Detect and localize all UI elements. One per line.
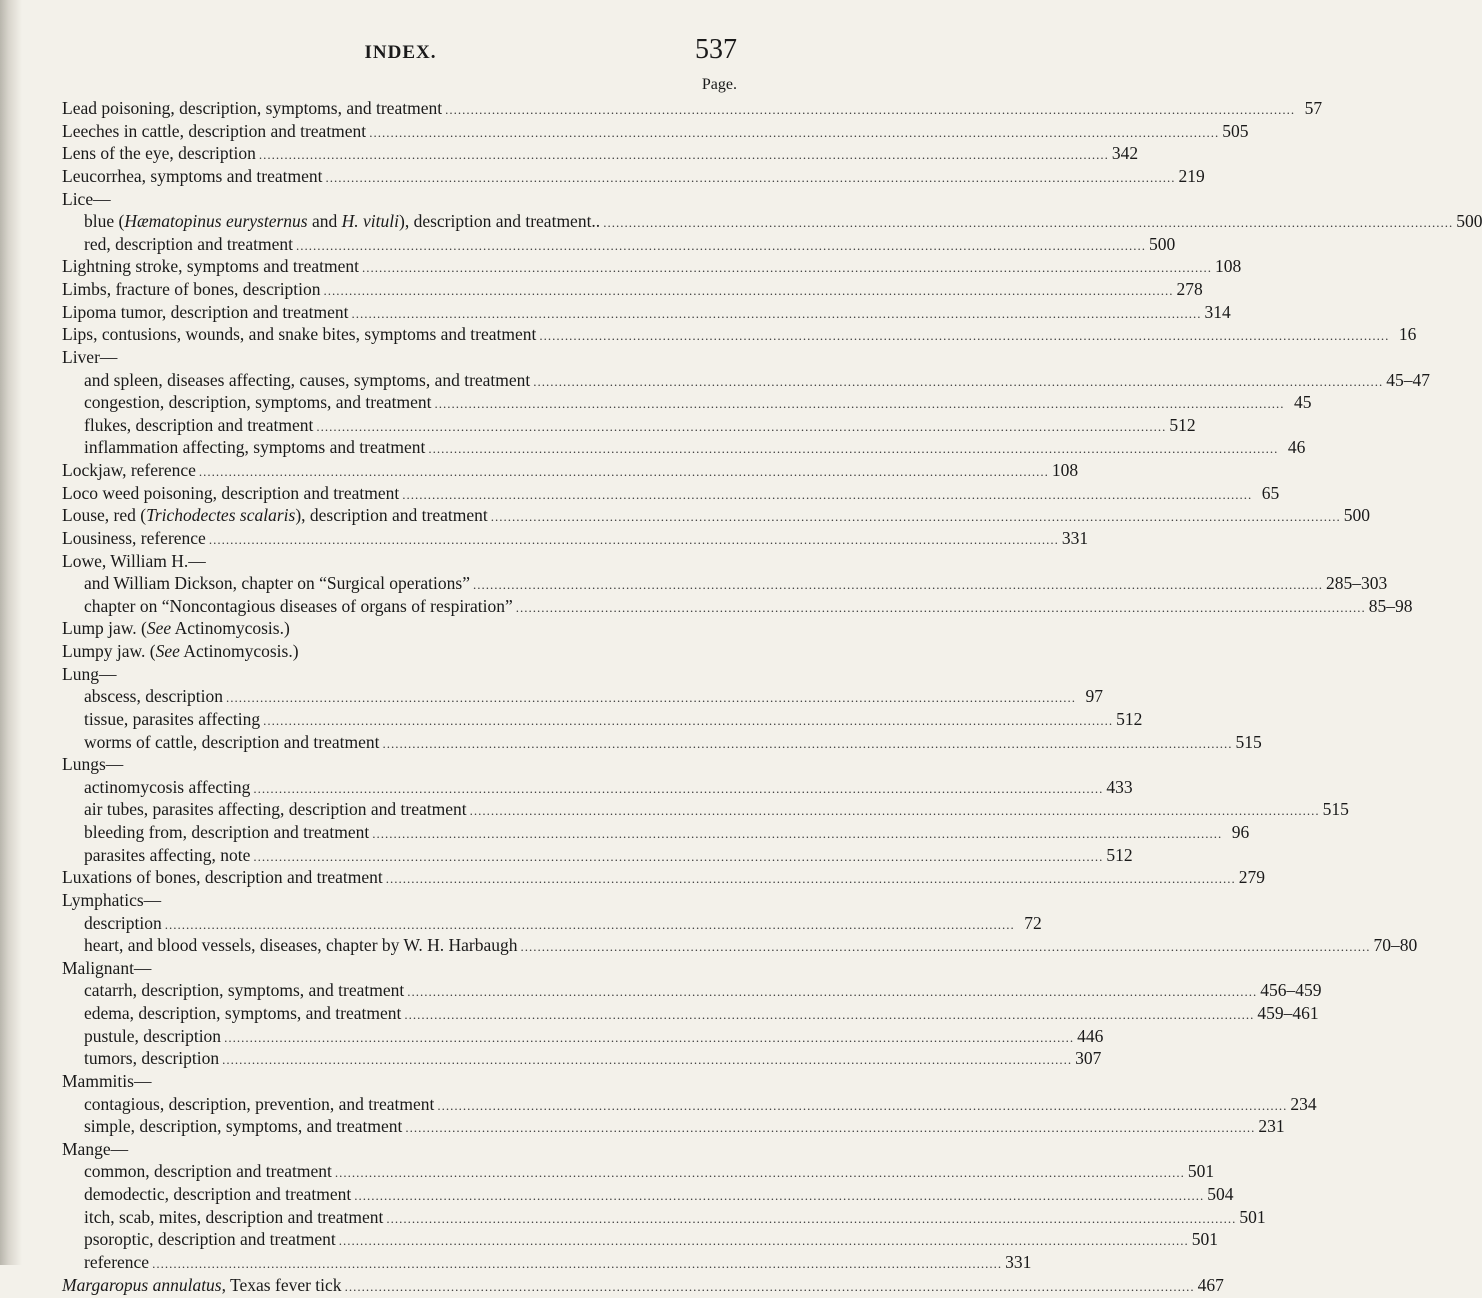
leader-dots: ........................................................................................................................................................................................................ xyxy=(407,981,1257,1004)
leader-dots: ........................................................................................................................................................................................................ xyxy=(405,1117,1255,1140)
index-subentry xyxy=(62,1183,739,1206)
leader-dots: ........................................................................................................................................................................................................ xyxy=(516,597,1366,620)
entry-text-part: Lumpy jaw. ( xyxy=(62,641,156,661)
entry-text: Lens of the eye, description xyxy=(62,142,256,165)
index-entry xyxy=(62,527,739,550)
entry-text: Lungs— xyxy=(62,753,123,776)
entry-text-part: See xyxy=(147,618,171,638)
index-subentry xyxy=(62,414,739,437)
leader-dots: ........................................................................................................................................................................................................ xyxy=(316,416,1166,439)
entry-text-part: Hæmatopinus eurysternus xyxy=(124,211,307,231)
entry-text: edema, description, symptoms, and treatment xyxy=(84,1002,401,1025)
leader-dots: ........................................................................................................................................................................................................ xyxy=(165,914,1015,937)
index-entry xyxy=(62,346,739,369)
entry-text-part: Margaropus annulatus xyxy=(62,1275,222,1295)
page-reference: 512 xyxy=(1106,844,1132,867)
entry-text: Malignant— xyxy=(62,957,151,980)
index-subentry xyxy=(62,595,739,618)
index-entry xyxy=(62,301,739,324)
page-reference: 500 xyxy=(1456,210,1482,233)
entry-text: reference xyxy=(84,1251,149,1274)
page-reference: 108 xyxy=(1052,459,1078,482)
leader-dots: ........................................................................................................................................................................................................ xyxy=(382,733,1232,756)
index-subentry xyxy=(62,912,739,935)
index-subentry xyxy=(62,1115,739,1138)
page-reference: 285–303 xyxy=(1326,572,1387,595)
page-reference: 72 xyxy=(1018,912,1042,935)
page-reference: 501 xyxy=(1192,1228,1218,1251)
entry-text: Leeches in cattle, description and treatment xyxy=(62,120,366,143)
index-entry xyxy=(62,97,739,120)
entry-text: Loco weed poisoning, description and treatment xyxy=(62,482,399,505)
page-column-label: Page. xyxy=(702,76,737,94)
leader-dots: ........................................................................................................................................................................................................ xyxy=(428,438,1278,461)
entry-text: Lips, contusions, wounds, and snake bites, symptoms and treatment xyxy=(62,323,536,346)
entry-text: tissue, parasites affecting xyxy=(84,708,260,731)
leader-dots: ........................................................................................................................................................................................................ xyxy=(325,167,1175,190)
index-subentry xyxy=(62,233,739,256)
index-entry xyxy=(62,640,739,663)
leader-dots: ........................................................................................................................................................................................................ xyxy=(224,1027,1074,1050)
page-reference: 505 xyxy=(1222,120,1248,143)
index-entry xyxy=(62,866,739,889)
leader-dots: ........................................................................................................................................................................................................ xyxy=(372,823,1222,846)
entry-text: chapter on “Noncontagious diseases of organs of respiration” xyxy=(84,595,513,618)
index-entry xyxy=(62,142,739,165)
entry-text-part: Louse, red ( xyxy=(62,505,146,525)
entry-text: common, description and treatment xyxy=(84,1160,332,1183)
index-subentry xyxy=(62,844,739,867)
entry-text: Lightning stroke, symptoms and treatment xyxy=(62,255,359,278)
entry-text: parasites affecting, note xyxy=(84,844,250,867)
index-entries xyxy=(62,97,739,1296)
leader-dots: ........................................................................................................................................................................................................ xyxy=(226,687,1076,710)
leader-dots: ........................................................................................................................................................................................................ xyxy=(263,710,1113,733)
page-title: INDEX. xyxy=(0,42,801,64)
index-subentry xyxy=(62,436,739,459)
page-reference: 278 xyxy=(1177,278,1203,301)
index-subentry xyxy=(62,685,739,708)
index-subentry xyxy=(62,1251,739,1274)
leader-dots: ........................................................................................................................................................................................................ xyxy=(339,1230,1189,1253)
entry-text: simple, description, symptoms, and treatment xyxy=(84,1115,402,1138)
page-reference: 108 xyxy=(1215,255,1241,278)
page-reference: 97 xyxy=(1079,685,1103,708)
page-reference: 515 xyxy=(1323,798,1349,821)
page-reference: 96 xyxy=(1225,821,1249,844)
index-entry xyxy=(62,753,739,776)
entry-text: psoroptic, description and treatment xyxy=(84,1228,336,1251)
index-subentry xyxy=(62,1206,739,1229)
page-reference: 65 xyxy=(1255,482,1279,505)
entry-text: Limbs, fracture of bones, description xyxy=(62,278,321,301)
page-reference: 307 xyxy=(1075,1047,1101,1070)
entry-text: bleeding from, description and treatment xyxy=(84,821,369,844)
index-entry xyxy=(62,459,739,482)
index-subentry xyxy=(62,391,739,414)
page-reference: 342 xyxy=(1112,142,1138,165)
entry-text: and William Dickson, chapter on “Surgical operations” xyxy=(84,572,470,595)
leader-dots: ........................................................................................................................................................................................................ xyxy=(437,1095,1287,1118)
page-reference: 515 xyxy=(1235,731,1261,754)
page-reference: 46 xyxy=(1281,436,1305,459)
entry-text-part: H. vituli xyxy=(342,211,399,231)
leader-dots: ........................................................................................................................................................................................................ xyxy=(603,212,1453,235)
index-subentry xyxy=(62,979,739,1002)
entry-text: description xyxy=(84,912,162,935)
index-subentry xyxy=(62,1093,739,1116)
leader-dots: ........................................................................................................................................................................................................ xyxy=(152,1253,1002,1276)
leader-dots: ........................................................................................................................................................................................................ xyxy=(470,800,1320,823)
leader-dots: ........................................................................................................................................................................................................ xyxy=(521,936,1371,959)
entry-text: and spleen, diseases affecting, causes, symptoms, and treatment xyxy=(84,369,530,392)
page-reference: 16 xyxy=(1392,323,1416,346)
entry-text: Lipoma tumor, description and treatment xyxy=(62,301,349,324)
index-entry xyxy=(62,1274,739,1297)
page-reference: 446 xyxy=(1077,1025,1103,1048)
leader-dots: ........................................................................................................................................................................................................ xyxy=(404,1004,1254,1027)
index-subentry xyxy=(62,1047,739,1070)
page-reference: 501 xyxy=(1239,1206,1265,1229)
index-entry xyxy=(62,504,739,527)
leader-dots: ........................................................................................................................................................................................................ xyxy=(402,484,1252,507)
index-entry xyxy=(62,482,739,505)
entry-text-part: , Texas fever tick xyxy=(222,1275,342,1295)
leader-dots: ........................................................................................................................................................................................................ xyxy=(369,122,1219,145)
entry-text: Liver— xyxy=(62,346,117,369)
page-reference: 314 xyxy=(1205,301,1231,324)
leader-dots: ........................................................................................................................................................................................................ xyxy=(199,461,1049,484)
entry-text-part: See xyxy=(156,641,180,661)
leader-dots: ........................................................................................................................................................................................................ xyxy=(445,99,1295,122)
page-reference: 456–459 xyxy=(1260,979,1321,1002)
index-entry xyxy=(62,663,739,686)
page-number: 537 xyxy=(695,34,737,66)
page-header xyxy=(0,22,801,62)
index-subentry xyxy=(62,572,739,595)
page-reference: 219 xyxy=(1178,165,1204,188)
entry-text: Lice— xyxy=(62,188,111,211)
page-reference: 331 xyxy=(1005,1251,1031,1274)
entry-text: Lead poisoning, description, symptoms, and treatment xyxy=(62,97,442,120)
index-entry xyxy=(62,889,739,912)
leader-dots: ........................................................................................................................................................................................................ xyxy=(533,371,1383,394)
entry-text: Lowe, William H.— xyxy=(62,550,206,573)
entry-text xyxy=(84,210,600,233)
page-reference: 70–80 xyxy=(1374,934,1418,957)
index-entry xyxy=(62,1138,739,1161)
entry-text-part: and xyxy=(308,211,342,231)
leader-dots: ........................................................................................................................................................................................................ xyxy=(296,235,1146,258)
leader-dots: ........................................................................................................................................................................................................ xyxy=(435,393,1285,416)
page-reference: 279 xyxy=(1239,866,1265,889)
index-entry xyxy=(62,323,739,346)
page-reference: 331 xyxy=(1062,527,1088,550)
page-reference: 433 xyxy=(1106,776,1132,799)
entry-text-part: blue ( xyxy=(84,211,124,231)
page-reference: 45–47 xyxy=(1386,369,1430,392)
index-entry xyxy=(62,1070,739,1093)
page-reference: 512 xyxy=(1169,414,1195,437)
leader-dots: ........................................................................................................................................................................................................ xyxy=(352,303,1202,326)
leader-dots: ........................................................................................................................................................................................................ xyxy=(324,280,1174,303)
entry-text-part: Trichodectes scalaris xyxy=(146,505,295,525)
page-reference: 500 xyxy=(1149,233,1175,256)
leader-dots: ........................................................................................................................................................................................................ xyxy=(253,778,1103,801)
page-reference: 231 xyxy=(1258,1115,1284,1138)
page-reference: 85–98 xyxy=(1369,595,1413,618)
page-reference: 504 xyxy=(1207,1183,1233,1206)
leader-dots: ........................................................................................................................................................................................................ xyxy=(253,846,1103,869)
index-entry xyxy=(62,188,739,211)
index-entry xyxy=(62,550,739,573)
entry-text: worms of cattle, description and treatment xyxy=(84,731,379,754)
leader-dots: ........................................................................................................................................................................................................ xyxy=(386,868,1236,891)
index-subentry xyxy=(62,1228,739,1251)
entry-text xyxy=(62,1274,342,1297)
entry-text: Lung— xyxy=(62,663,116,686)
leader-dots: ........................................................................................................................................................................................................ xyxy=(209,529,1059,552)
index-subentry xyxy=(62,821,739,844)
entry-text: demodectic, description and treatment xyxy=(84,1183,351,1206)
entry-text: red, description and treatment xyxy=(84,233,293,256)
page-reference: 500 xyxy=(1344,504,1370,527)
index-entry xyxy=(62,120,739,143)
index-subentry xyxy=(62,934,739,957)
page-reference: 501 xyxy=(1188,1160,1214,1183)
index-entry xyxy=(62,957,739,980)
entry-text: Lymphatics— xyxy=(62,889,161,912)
leader-dots: ........................................................................................................................................................................................................ xyxy=(386,1208,1236,1231)
entry-text xyxy=(62,504,488,527)
index-subentry xyxy=(62,776,739,799)
leader-dots: ........................................................................................................................................................................................................ xyxy=(491,506,1341,529)
entry-text: air tubes, parasites affecting, description and treatment xyxy=(84,798,467,821)
index-subentry xyxy=(62,210,739,233)
page-reference: 234 xyxy=(1290,1093,1316,1116)
leader-dots: ........................................................................................................................................................................................................ xyxy=(345,1276,1195,1298)
entry-text: itch, scab, mites, description and treatment xyxy=(84,1206,383,1229)
index-subentry xyxy=(62,708,739,731)
index-subentry xyxy=(62,1160,739,1183)
entry-text-part: Actinomycosis.) xyxy=(171,618,290,638)
entry-text: tumors, description xyxy=(84,1047,219,1070)
entry-text: contagious, description, prevention, and treatment xyxy=(84,1093,434,1116)
entry-text-part: Lump jaw. ( xyxy=(62,618,147,638)
page-reference: 512 xyxy=(1116,708,1142,731)
index-entry xyxy=(62,165,739,188)
leader-dots: ........................................................................................................................................................................................................ xyxy=(259,144,1109,167)
entry-text-part: Actinomycosis.) xyxy=(180,641,299,661)
entry-text: Lockjaw, reference xyxy=(62,459,196,482)
leader-dots: ........................................................................................................................................................................................................ xyxy=(362,257,1212,280)
entry-text-part: ), description and treatment.. xyxy=(399,211,600,231)
page-reference: 57 xyxy=(1298,97,1322,120)
index-entry xyxy=(62,278,739,301)
entry-text: Luxations of bones, description and treatment xyxy=(62,866,383,889)
entry-text: Leucorrhea, symptoms and treatment xyxy=(62,165,322,188)
index-subentry xyxy=(62,798,739,821)
page-reference: 459–461 xyxy=(1257,1002,1318,1025)
entry-text: abscess, description xyxy=(84,685,223,708)
page-reference: 467 xyxy=(1198,1274,1224,1297)
index-entry xyxy=(62,617,739,640)
entry-text: actinomycosis affecting xyxy=(84,776,250,799)
entry-text: catarrh, description, symptoms, and treatment xyxy=(84,979,404,1002)
entry-text: Mange— xyxy=(62,1138,128,1161)
entry-text: congestion, description, symptoms, and treatment xyxy=(84,391,432,414)
leader-dots: ........................................................................................................................................................................................................ xyxy=(222,1049,1072,1072)
index-subentry xyxy=(62,1002,739,1025)
page-gutter-shadow xyxy=(0,0,22,1265)
entry-text: Lousiness, reference xyxy=(62,527,206,550)
page-reference: 45 xyxy=(1288,391,1312,414)
entry-text xyxy=(62,640,299,663)
index-subentry xyxy=(62,1025,739,1048)
index-subentry xyxy=(62,369,739,392)
leader-dots: ........................................................................................................................................................................................................ xyxy=(354,1185,1204,1208)
index-entry xyxy=(62,255,739,278)
leader-dots: ........................................................................................................................................................................................................ xyxy=(539,325,1389,348)
leader-dots: ........................................................................................................................................................................................................ xyxy=(335,1162,1185,1185)
entry-text: flukes, description and treatment xyxy=(84,414,313,437)
entry-text xyxy=(62,617,290,640)
entry-text: pustule, description xyxy=(84,1025,221,1048)
entry-text: heart, and blood vessels, diseases, chapter by W. H. Harbaugh xyxy=(84,934,518,957)
entry-text-part: ), description and treatment xyxy=(295,505,487,525)
leader-dots: ........................................................................................................................................................................................................ xyxy=(473,574,1323,597)
index-subentry xyxy=(62,731,739,754)
entry-text: inflammation affecting, symptoms and treatment xyxy=(84,436,425,459)
entry-text: Mammitis— xyxy=(62,1070,151,1093)
